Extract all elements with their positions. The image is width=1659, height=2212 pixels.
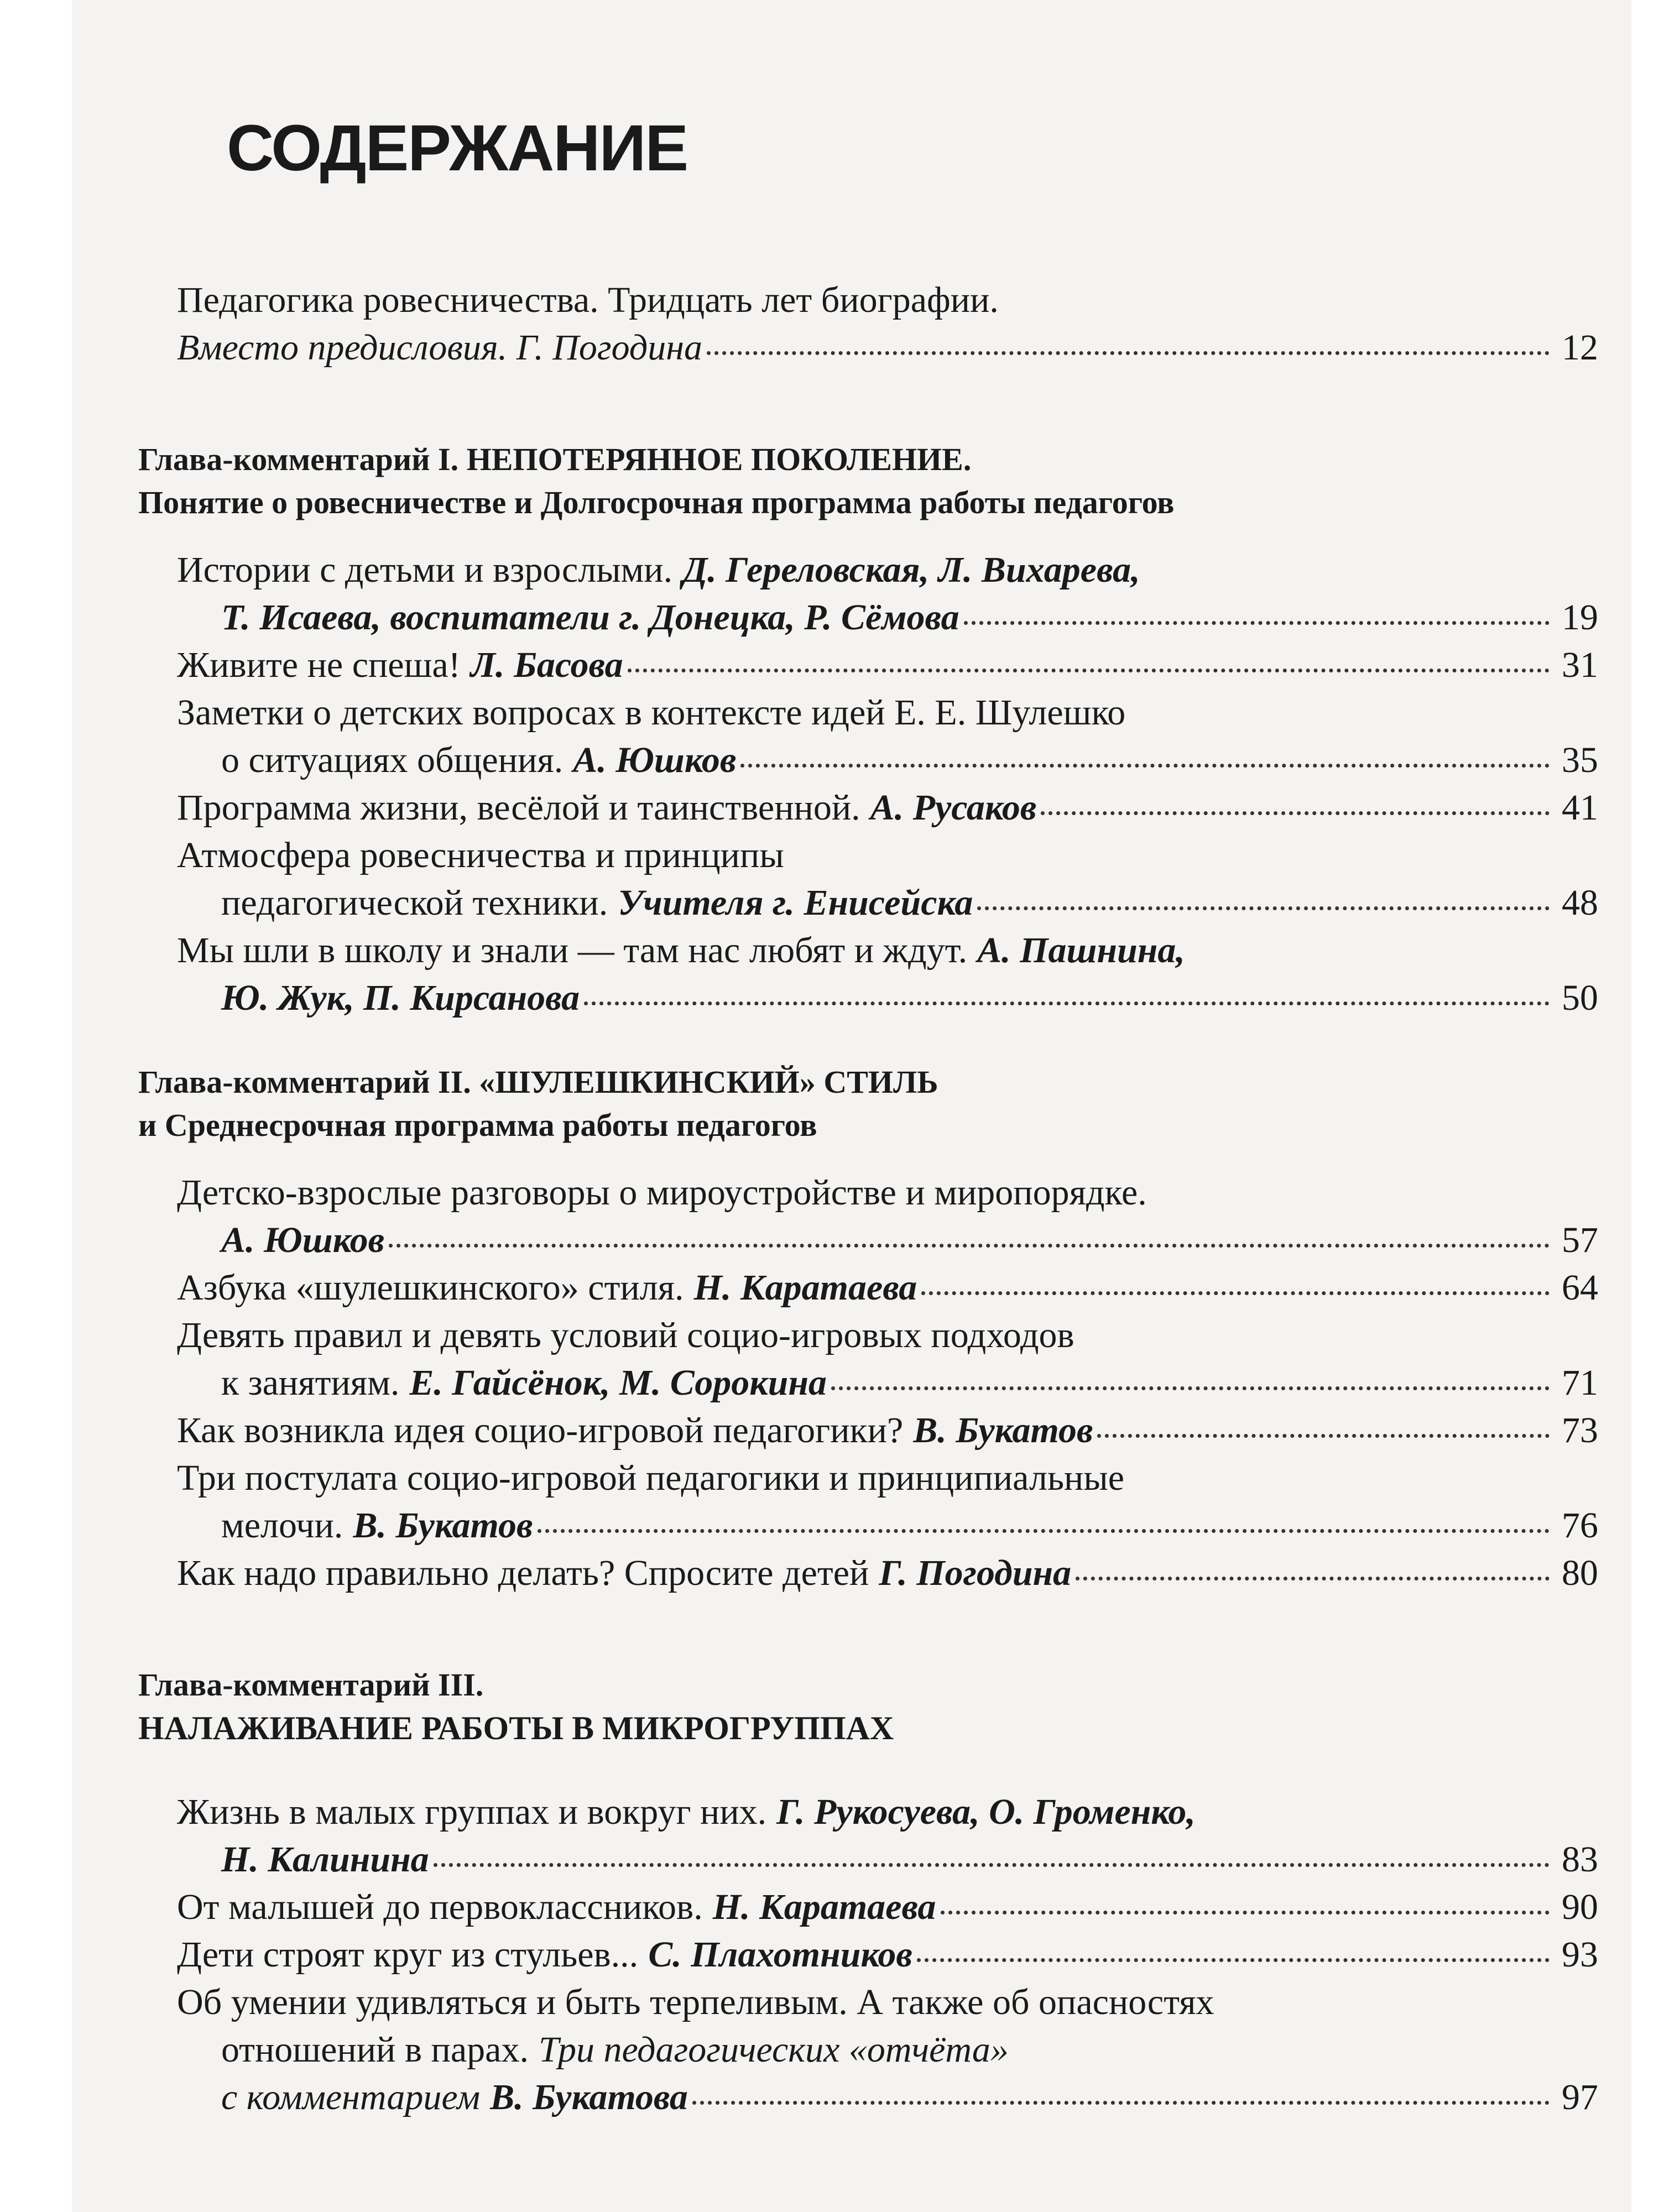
book-page	[72, 0, 1631, 2212]
entry-authors: Д. Гереловская, Л. Вихарева,	[682, 550, 1140, 590]
page-number: 76	[1562, 1505, 1598, 1546]
entry-authors: Н. Калинина	[221, 1839, 429, 1880]
entry-authors: Л. Басова	[470, 645, 623, 685]
entry-title: мелочи.	[221, 1505, 343, 1546]
dot-leader	[628, 669, 1550, 672]
entry-title: Три постулата социо-игровой педагогики и принципиальные	[177, 1458, 1125, 1498]
toc-entry[interactable]	[105, 1312, 1598, 1359]
page-number: 31	[1562, 645, 1598, 685]
toc-entry[interactable]	[105, 1454, 1598, 1502]
chapter-heading-3: Глава-комментарий III.	[138, 1667, 484, 1703]
entry-title: Девять правил и девять условий социо-игровых подходов	[177, 1315, 1074, 1355]
page-number: 93	[1562, 1934, 1598, 1975]
toc-entry[interactable]	[105, 1264, 1598, 1312]
entry-title: Как возникла идея социо-игровой педагогики?	[177, 1410, 904, 1451]
toc-entry-continued[interactable]	[105, 2026, 1598, 2074]
entry-title: Атмосфера ровесничества и принципы	[177, 835, 784, 875]
entry-title: Жизнь в малых группах и вокруг них.	[177, 1792, 767, 1832]
toc-entry[interactable]	[105, 784, 1598, 832]
page-number: 19	[1562, 597, 1598, 638]
toc-entry-preface[interactable]	[105, 324, 1598, 372]
dot-leader	[389, 1244, 1550, 1248]
dot-leader	[921, 1291, 1550, 1295]
dot-leader	[917, 1958, 1550, 1962]
page-number: 48	[1562, 883, 1598, 923]
dot-leader	[964, 621, 1550, 625]
toc-entry-continued[interactable]	[105, 1836, 1598, 1884]
page-number: 83	[1562, 1839, 1598, 1880]
page-number: 41	[1562, 787, 1598, 828]
page-number: 50	[1562, 978, 1598, 1018]
table-of-contents	[105, 276, 1598, 2121]
toc-entry-continued[interactable]	[105, 737, 1598, 784]
entry-authors: Ю. Жук, П. Кирсанова	[221, 978, 580, 1018]
page-number: 90	[1562, 1887, 1598, 1927]
dot-leader	[941, 1911, 1550, 1914]
entry-title: Заметки о детских вопросах в контексте идей Е. Е. Шулешко	[177, 692, 1126, 733]
entry-title: Программа жизни, весёлой и таинственной.	[177, 787, 860, 828]
dot-leader	[692, 2101, 1550, 2105]
entry-authors: А. Юшков	[221, 1220, 385, 1260]
dot-leader	[584, 1001, 1550, 1005]
toc-entry[interactable]	[105, 1788, 1598, 1836]
dot-leader	[977, 906, 1550, 910]
entry-title: Дети строят круг из стульев...	[177, 1934, 639, 1975]
chapter-subheading-1: Понятие о ровесничестве и Долгосрочная программа работы педагогов	[138, 484, 1175, 520]
entry-authors: Н. Каратаева	[712, 1887, 936, 1927]
dot-leader	[707, 351, 1550, 355]
entry-subtitle: Вместо предисловия. Г. Погодина	[177, 327, 702, 368]
entry-authors: В. Букатов	[913, 1410, 1093, 1451]
chapter-subheading-3: НАЛАЖИВАНИЕ РАБОТЫ В МИКРОГРУППАХ	[138, 1710, 894, 1746]
entry-title: Мы шли в школу и знали — там нас любят и ждут.	[177, 930, 968, 971]
entry-authors: С. Плахотников	[648, 1934, 912, 1975]
entry-authors: В. Букатова	[490, 2077, 688, 2117]
toc-entry-continued[interactable]	[105, 1217, 1598, 1264]
entry-authors: А. Русаков	[870, 787, 1037, 828]
toc-entry[interactable]	[105, 546, 1598, 594]
toc-entry[interactable]	[105, 1979, 1598, 2026]
entry-title: отношений в парах.	[221, 2030, 529, 2070]
page-number: 64	[1562, 1267, 1598, 1308]
page-number: 73	[1562, 1410, 1598, 1451]
entry-authors: Г. Погодина	[879, 1553, 1072, 1593]
toc-entry[interactable]	[105, 1550, 1598, 1597]
chapter-heading-1: Глава-комментарий I. НЕПОТЕРЯННОЕ ПОКОЛЕНИЕ.	[138, 441, 972, 477]
toc-entry[interactable]	[105, 1407, 1598, 1454]
entry-title: Живите не спеша!	[177, 645, 461, 685]
toc-entry-continued[interactable]	[105, 2074, 1598, 2121]
toc-entry[interactable]	[105, 832, 1598, 879]
dot-leader	[434, 1863, 1550, 1867]
chapter-subheading-2: и Среднесрочная программа работы педагогов	[138, 1107, 817, 1143]
page-number: 12	[1562, 327, 1598, 368]
toc-entry-continued[interactable]	[105, 1502, 1598, 1550]
entry-authors: В. Букатов	[353, 1505, 533, 1546]
dot-leader	[831, 1386, 1550, 1390]
dot-leader	[1041, 811, 1550, 815]
dot-leader	[1097, 1434, 1550, 1438]
entry-authors: Е. Гайсёнок, М. Сорокина	[409, 1363, 827, 1403]
page-number: 57	[1562, 1220, 1598, 1260]
entry-title: Педагогика ровесничества. Тридцать лет биографии.	[177, 280, 999, 320]
page-number: 97	[1562, 2077, 1598, 2117]
toc-entry[interactable]	[105, 1931, 1598, 1979]
entry-authors: Учителя г. Енисейска	[618, 883, 973, 923]
entry-subtitle: Три педагогических «отчёта»	[538, 2030, 1009, 2070]
entry-authors: А. Юшков	[573, 740, 737, 780]
entry-authors: А. Пашнина,	[977, 930, 1185, 971]
toc-entry[interactable]	[105, 1884, 1598, 1931]
entry-title: к занятиям.	[221, 1363, 400, 1403]
toc-entry[interactable]	[105, 1169, 1598, 1217]
page-number: 35	[1562, 740, 1598, 780]
entry-authors: Т. Исаева, воспитатели г. Донецка, Р. Сёмова	[221, 597, 959, 638]
toc-entry-continued[interactable]	[105, 974, 1598, 1022]
page-number: 80	[1562, 1553, 1598, 1593]
toc-entry-continued[interactable]	[105, 879, 1598, 927]
entry-title: Об умении удивляться и быть терпеливым. А также об опасностях	[177, 1982, 1214, 2022]
page-number: 71	[1562, 1363, 1598, 1403]
dot-leader	[740, 764, 1550, 768]
toc-entry-continued[interactable]	[105, 1359, 1598, 1407]
entry-title: Азбука «шулешкинского» стиля.	[177, 1267, 684, 1308]
entry-authors: Н. Каратаева	[693, 1267, 917, 1308]
toc-entry[interactable]	[105, 641, 1598, 689]
chapter-heading-2: Глава-комментарий II. «ШУЛЕШКИНСКИЙ» СТИЛЬ	[138, 1064, 938, 1100]
dot-leader	[1076, 1577, 1550, 1580]
toc-entry[interactable]	[105, 689, 1598, 737]
toc-entry-preface-line1	[105, 276, 1598, 324]
entry-title: Как надо правильно делать? Спросите детей	[177, 1553, 869, 1593]
page-title: СОДЕРЖАНИЕ	[227, 112, 688, 185]
toc-entry-continued[interactable]	[105, 594, 1598, 641]
toc-entry[interactable]	[105, 927, 1598, 974]
entry-subtitle: с комментарием	[221, 2077, 481, 2117]
entry-title: о ситуациях общения.	[221, 740, 564, 780]
entry-title: Детско-взрослые разговоры о мироустройстве и миропорядке.	[177, 1172, 1147, 1213]
entry-title: Истории с детьми и взрослыми.	[177, 550, 673, 590]
entry-authors: Г. Рукосуева, О. Громенко,	[776, 1792, 1196, 1832]
entry-title: От малышей до первоклассников.	[177, 1887, 703, 1927]
dot-leader	[538, 1529, 1550, 1533]
entry-title: педагогической техники.	[221, 883, 608, 923]
